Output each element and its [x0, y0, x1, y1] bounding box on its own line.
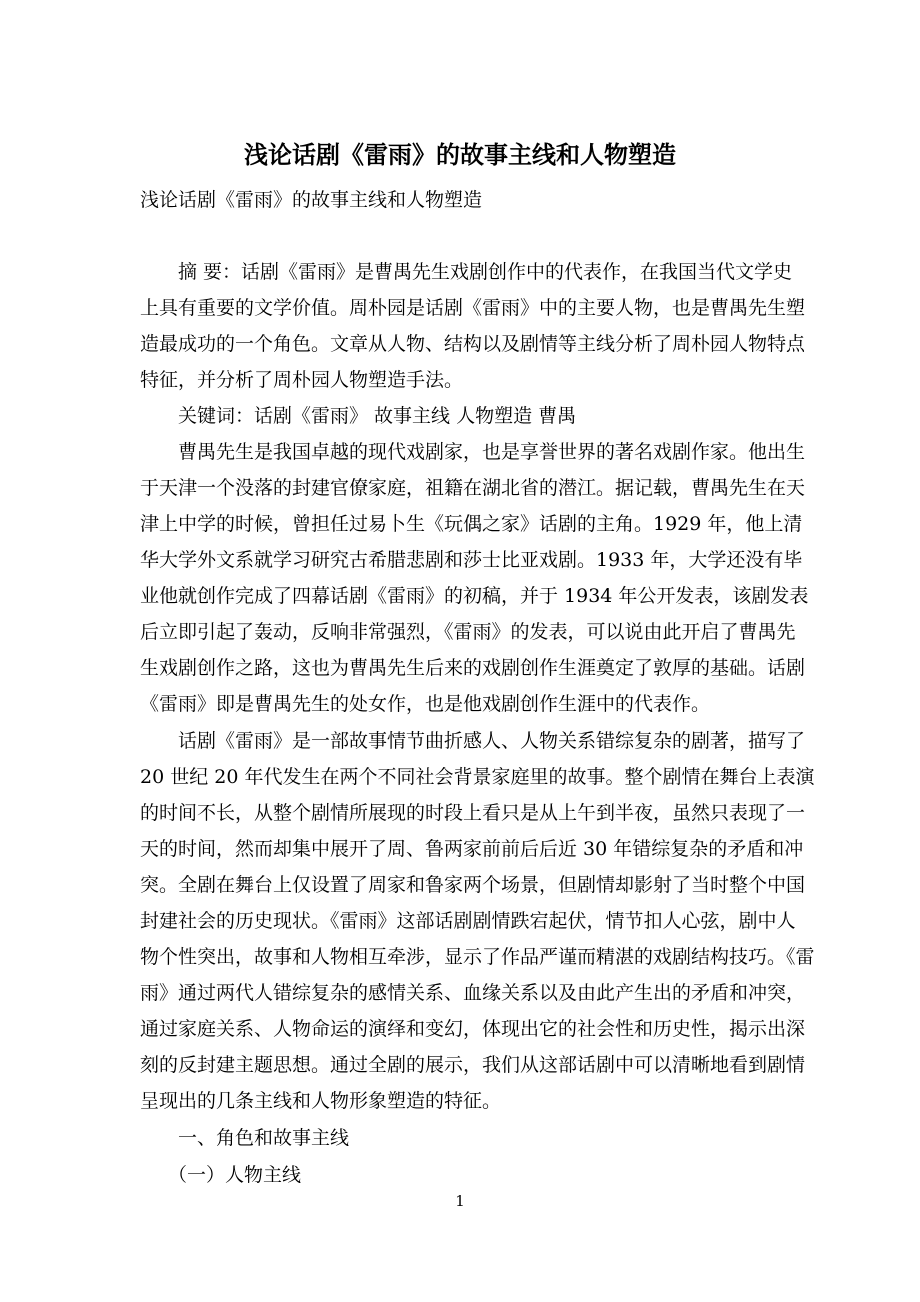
abstract-line: 特征，并分析了周朴园人物塑造手法。: [140, 369, 464, 391]
paragraph-plot-line: 20 世纪 20 年代发生在两个不同社会背景家庭里的故事。整个剧情在舞台上表演: [140, 766, 815, 788]
keywords-line: 关键词：话剧《雷雨》 故事主线 人物塑造 曹禺: [178, 405, 577, 427]
paragraph-plot-line: 通过家庭关系、人物命运的演绎和变幻，体现出它的社会性和历史性，揭示出深: [140, 1018, 806, 1040]
paragraph-intro-line: 业他就创作完成了四幕话剧《雷雨》的初稿，并于 1934 年公开发表，该剧发表: [140, 585, 809, 607]
abstract-line: 造最成功的一个角色。文章从人物、结构以及剧情等主线分析了周朴园人物特点: [140, 333, 806, 355]
paragraph-plot-line: 雨》通过两代人错综复杂的感情关系、血缘关系以及由此产生出的矛盾和冲突，: [140, 982, 806, 1004]
paragraph-plot-line: 封建社会的历史现状。《雷雨》这部话剧剧情跌宕起伏，情节扣人心弦，剧中人: [140, 910, 796, 932]
paragraph-intro-line: 津上中学的时候，曾担任过易卜生《玩偶之家》话剧的主角。1929 年，他上清: [140, 513, 803, 535]
paragraph-plot-line: 话剧《雷雨》是一部故事情节曲折感人、人物关系错综复杂的剧著，描写了: [178, 730, 806, 752]
paragraph-intro-line: 曹禺先生是我国卓越的现代戏剧家，也是享誉世界的著名戏剧作家。他出生: [178, 441, 806, 463]
paragraph-intro-line: 生戏剧创作之路，这也为曹禺先生后来的戏剧创作生涯奠定了敦厚的基础。话剧: [140, 657, 806, 679]
paragraph-plot-line: 呈现出的几条主线和人物形象塑造的特征。: [140, 1090, 502, 1112]
section-heading-line: 一、角色和故事主线: [178, 1127, 350, 1149]
paragraph-intro-line: 后立即引起了轰动，反响非常强烈，《雷雨》的发表，可以说由此开启了曹禺先: [140, 621, 796, 643]
document-title: 浅论话剧《雷雨》的故事主线和人物塑造: [244, 140, 676, 169]
paragraph-plot-line: 天的时间，然而却集中展开了周、鲁两家前前后后近 30 年错综复杂的矛盾和冲: [140, 838, 804, 860]
paragraph-plot-line: 的时间不长，从整个剧情所展现的时段上看只是从上午到半夜，虽然只表现了一: [140, 802, 806, 824]
paragraph-plot-line: 物个性突出，故事和人物相互牵涉，显示了作品严谨而精湛的戏剧结构技巧。《雷: [140, 946, 815, 968]
abstract-line: 上具有重要的文学价值。周朴园是话剧《雷雨》中的主要人物，也是曹禺先生塑: [140, 297, 806, 319]
document-subtitle: 浅论话剧《雷雨》的故事主线和人物塑造: [140, 189, 483, 211]
paragraph-plot-line: 刻的反封建主题思想。通过全剧的展示，我们从这部话剧中可以清晰地看到剧情: [140, 1054, 806, 1076]
abstract-line: 摘 要：话剧《雷雨》是曹禺先生戏剧创作中的代表作，在我国当代文学史: [178, 261, 793, 283]
page-number: 1: [455, 1192, 465, 1210]
paragraph-plot-line: 突。全剧在舞台上仅设置了周家和鲁家两个场景，但剧情却影射了当时整个中国: [140, 874, 806, 896]
paragraph-intro-line: 于天津一个没落的封建官僚家庭，祖籍在湖北省的潜江。据记载，曹禺先生在天: [140, 477, 806, 499]
paragraph-intro-line: 《雷雨》即是曹禺先生的处女作，也是他戏剧创作生涯中的代表作。: [140, 693, 711, 715]
subsection-heading-line: （一）人物主线: [168, 1164, 302, 1186]
paragraph-intro-line: 华大学外文系就学习研究古希腊悲剧和莎士比亚戏剧。1933 年，大学还没有毕: [140, 549, 803, 571]
